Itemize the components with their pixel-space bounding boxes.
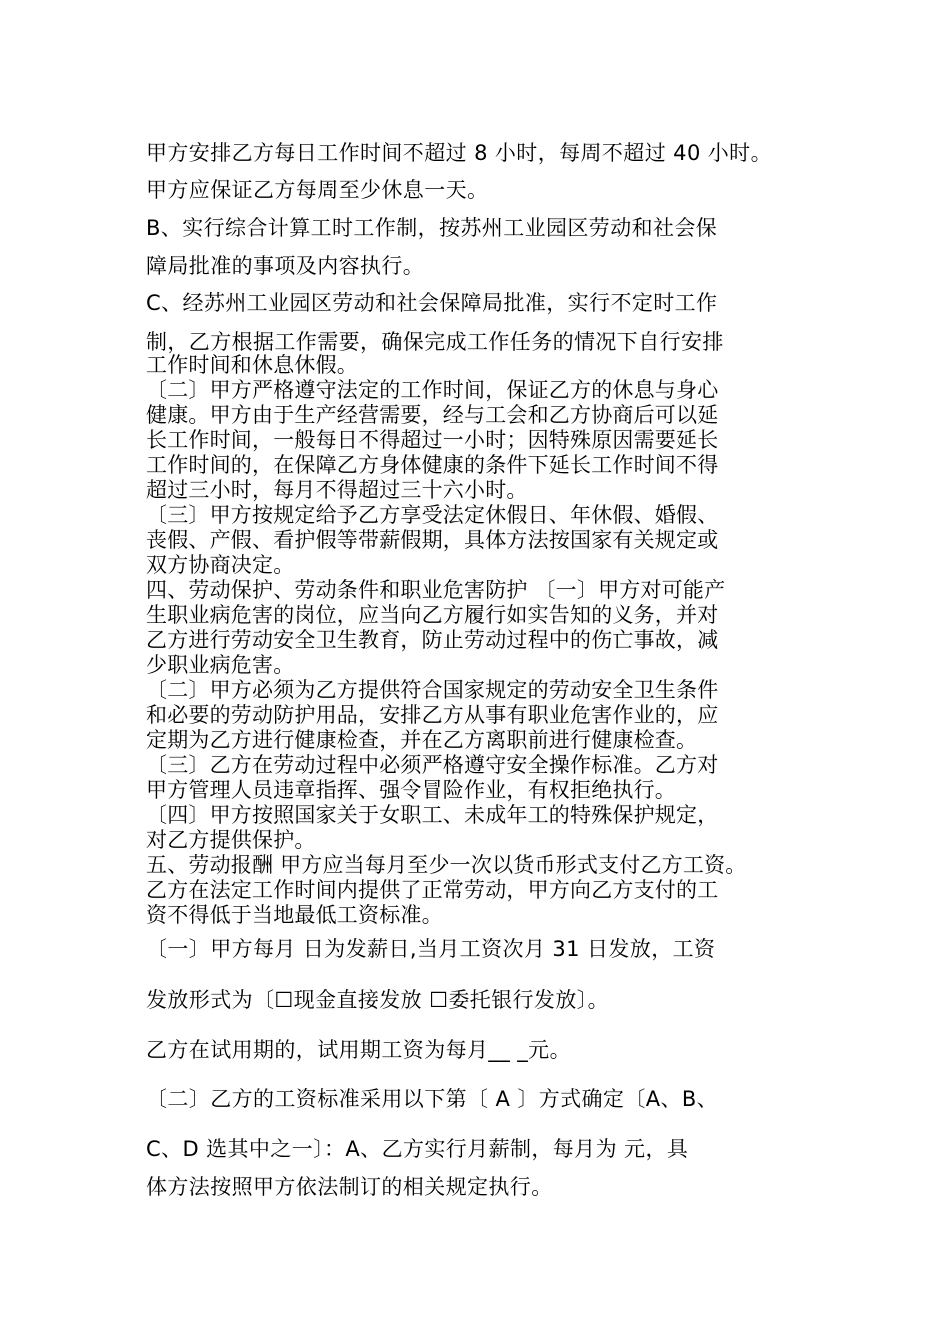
text-line: 发放形式为〔☐现金直接发放 ☐委托银行发放〕。 bbox=[146, 988, 610, 1012]
text-line: 超过三小时，每月不得超过三十六小时。 bbox=[146, 478, 528, 502]
text-line: 〔三〕乙方在劳动过程中必须严格遵守安全操作标准。乙方对 bbox=[146, 753, 719, 777]
text-line: 丧假、产假、看护假等带薪假期，具体方法按国家有关规定或 bbox=[146, 528, 719, 552]
text-line: 定期为乙方进行健康检查，并在乙方离职前进行健康检查。 bbox=[146, 728, 698, 752]
text-line: 工作时间的，在保障乙方身体健康的条件下延长工作时间不得 bbox=[146, 453, 719, 477]
text-line: 〔一〕甲方每月 日为发薪日,当月工资次月 31 日发放，工资 bbox=[146, 937, 716, 961]
text-line: 长工作时间，一般每日不得超过一小时；因特殊原因需要延长 bbox=[146, 428, 719, 452]
text-line: 生职业病危害的岗位，应当向乙方履行如实告知的义务，并对 bbox=[146, 603, 719, 627]
text-line: B、实行综合计算工时工作制，按苏州工业园区劳动和社会保 bbox=[146, 216, 718, 240]
text-line: 甲方管理人员违章指挥、强令冒险作业，有权拒绝执行。 bbox=[146, 778, 676, 802]
text-line: 双方协商决定。 bbox=[146, 553, 295, 577]
text-line: 四、劳动保护、劳动条件和职业危害防护 〔一〕甲方对可能产 bbox=[146, 578, 726, 602]
text-line: 〔二〕乙方的工资标准采用以下第〔 A 〕方式确定〔A、B、 bbox=[146, 1087, 719, 1111]
text-line: 资不得低于当地最低工资标准。 bbox=[146, 903, 443, 927]
text-line: 体方法按照甲方依法制订的相关规定执行。 bbox=[146, 1175, 553, 1199]
text-line: 〔三〕甲方按规定给予乙方享受法定休假日、年休假、婚假、 bbox=[146, 503, 719, 527]
text-line: 乙方进行劳动安全卫生教育，防止劳动过程中的伤亡事故，减 bbox=[146, 628, 719, 652]
text-line: 工作时间和休息休假。 bbox=[146, 353, 358, 377]
text-line: 甲方应保证乙方每周至少休息一天。 bbox=[146, 178, 489, 202]
text-line: 甲方安排乙方每日工作时间不超过 8 小时，每周不超过 40 小时。 bbox=[146, 141, 772, 165]
text-line: 和必要的劳动防护用品，安排乙方从事有职业危害作业的，应 bbox=[146, 703, 719, 727]
text-line: C、经苏州工业园区劳动和社会保障局批准，实行不定时工作 bbox=[146, 291, 718, 315]
text-line: 〔二〕甲方必须为乙方提供符合国家规定的劳动安全卫生条件 bbox=[146, 678, 719, 702]
text-line: 五、劳动报酬 甲方应当每月至少一次以货币形式支付乙方工资。 bbox=[146, 853, 747, 877]
text-line: C、D 选其中之一〕：A、乙方实行月薪制，每月为 元，具 bbox=[146, 1137, 689, 1161]
text-line: 乙方在试用期的，试用期工资为每月__ _元。 bbox=[146, 1038, 571, 1062]
text-line: 制，乙方根据工作需要，确保完成工作任务的情况下自行安排 bbox=[146, 330, 724, 354]
text-line: 障局批准的事项及内容执行。 bbox=[146, 254, 425, 278]
text-line: 〔四〕甲方按照国家关于女职工、未成年工的特殊保护规定， bbox=[146, 803, 719, 827]
text-line: 乙方在法定工作时间内提供了正常劳动，甲方向乙方支付的工 bbox=[146, 878, 719, 902]
text-line: 少职业病危害。 bbox=[146, 653, 295, 677]
text-line: 健康。甲方由于生产经营需要，经与工会和乙方协商后可以延 bbox=[146, 403, 719, 427]
text-line: 对乙方提供保护。 bbox=[146, 828, 316, 852]
text-line: 〔二〕甲方严格遵守法定的工作时间，保证乙方的休息与身心 bbox=[146, 378, 719, 402]
